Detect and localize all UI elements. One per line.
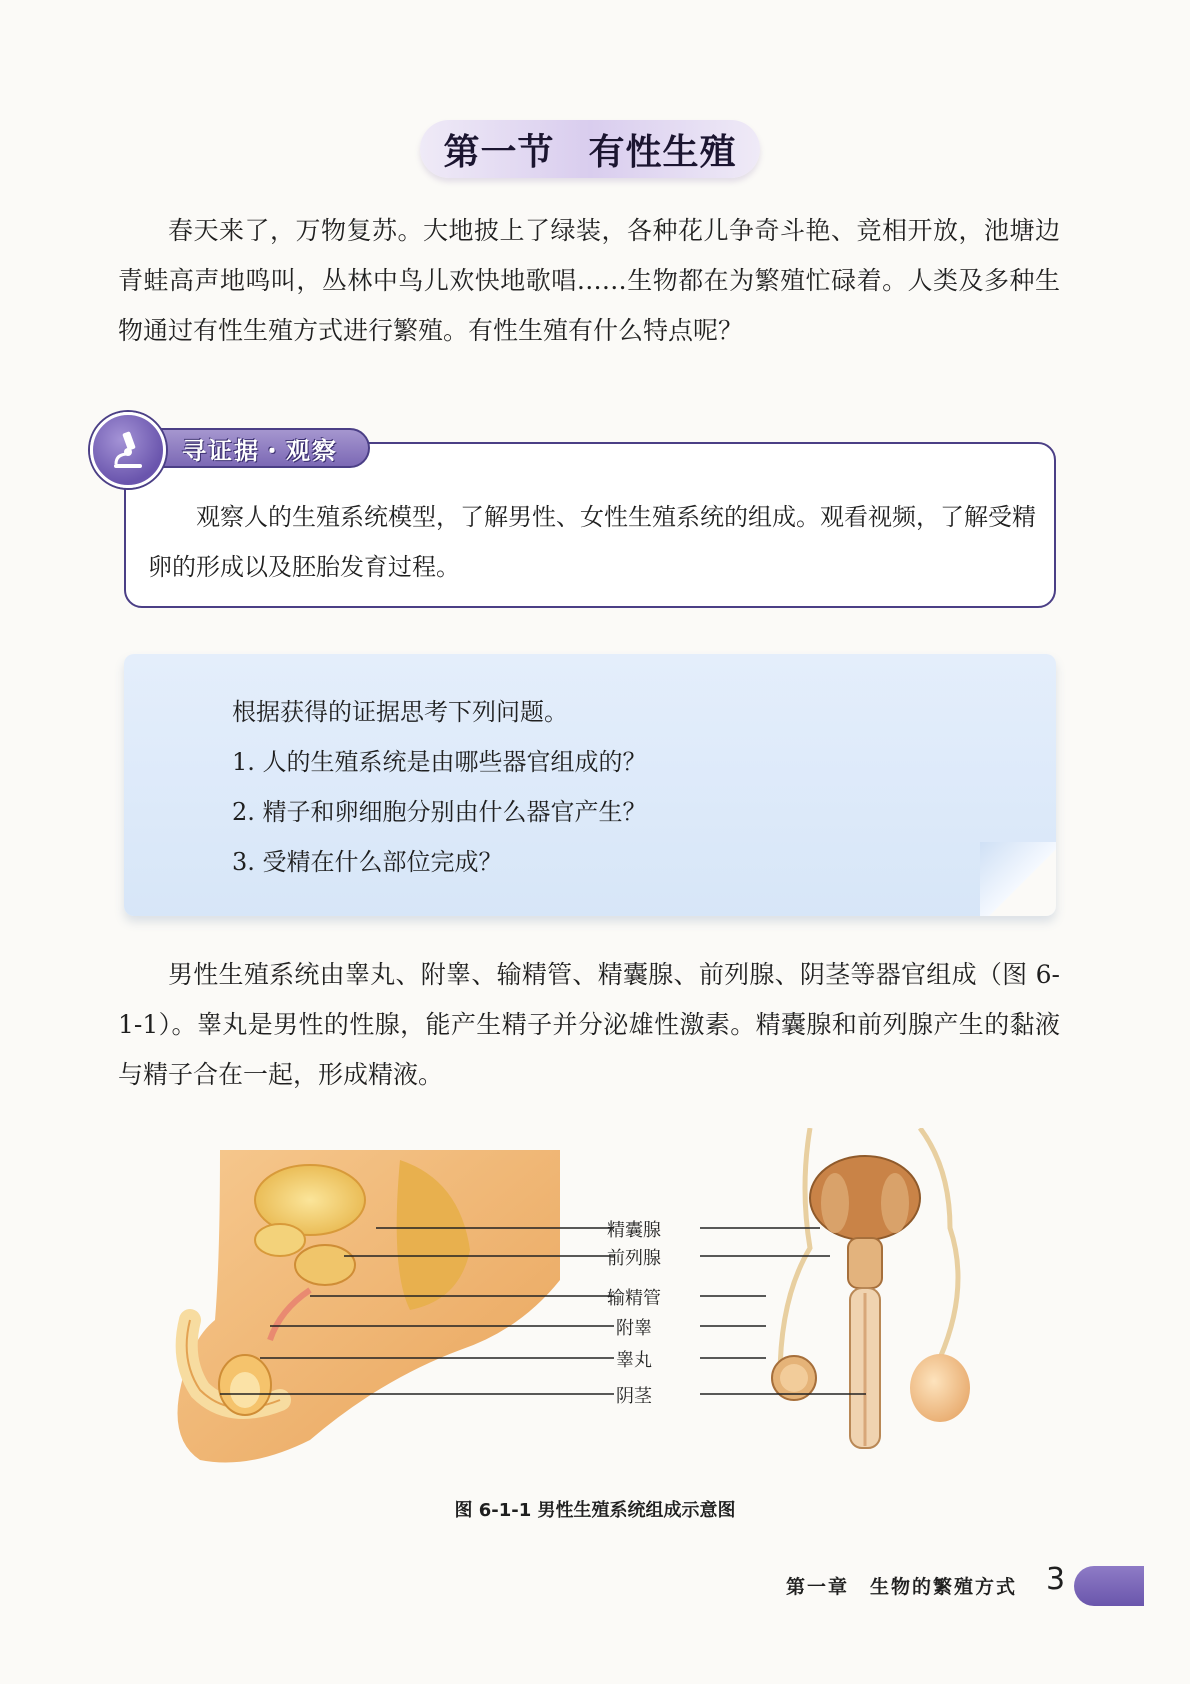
section-title-banner [420, 120, 760, 178]
figure-label-seminal-vesicle: 精囊腺 [607, 1220, 661, 1241]
microscope-icon [90, 412, 166, 488]
observe-tab-label: 寻证据・观察 [182, 436, 338, 465]
figure-caption: 图 6-1-1 男性生殖系统组成示意图 [454, 1500, 736, 1521]
footer-accent-bar [1074, 1566, 1144, 1606]
intro-paragraph-block [118, 206, 1060, 356]
section-title-number: 第一节 [443, 130, 555, 173]
figure-label-testis: 睾丸 [616, 1350, 652, 1371]
figure-label-penis: 阴茎 [616, 1386, 652, 1407]
question-item: 3. 受精在什么部位完成？ [232, 848, 503, 876]
page-number: 3 [1046, 1562, 1066, 1597]
body-paragraph-block [118, 950, 1060, 1100]
section-title-text: 有性生殖 [588, 130, 737, 173]
question-item: 1. 人的生殖系统是由哪些器官组成的？ [232, 748, 647, 776]
body-paragraph: 男性生殖系统由睾丸、附睾、输精管、精囊腺、前列腺、阴茎等器官组成（图 6-1-1）。睾丸是男性的性腺，能产生精子并分泌雄性激素。精囊腺和前列腺产生的黏液与精子合在一起，形成精液。 [118, 960, 1060, 1089]
label-leader-lines [200, 1200, 920, 1440]
intro-paragraph: 春天来了，万物复苏。大地披上了绿装，各种花儿争奇斗艳、竞相开放，池塘边青蛙高声地鸣叫，丛林中鸟儿欢快地歌唱……生物都在为繁殖忙碌着。人类及多种生物通过有性生殖方式进行繁殖。有性生殖有什么特点呢？ [118, 216, 1060, 345]
question-heading: 根据获得的证据思考下列问题。 [232, 698, 568, 726]
question-item: 2. 精子和卵细胞分别由什么器官产生？ [232, 798, 647, 826]
observe-text: 观察人的生殖系统模型，了解男性、女性生殖系统的组成。观看视频，了解受精卵的形成以及胚胎发育过程。 [148, 503, 1036, 581]
figure-label-vas-deferens: 输精管 [607, 1288, 661, 1309]
footer-chapter-title: 第一章 生物的繁殖方式 [786, 1576, 1018, 1598]
figure-label-epididymis: 附睾 [616, 1318, 652, 1339]
figure-label-prostate: 前列腺 [607, 1248, 661, 1269]
page-curl-decoration [980, 842, 1056, 916]
